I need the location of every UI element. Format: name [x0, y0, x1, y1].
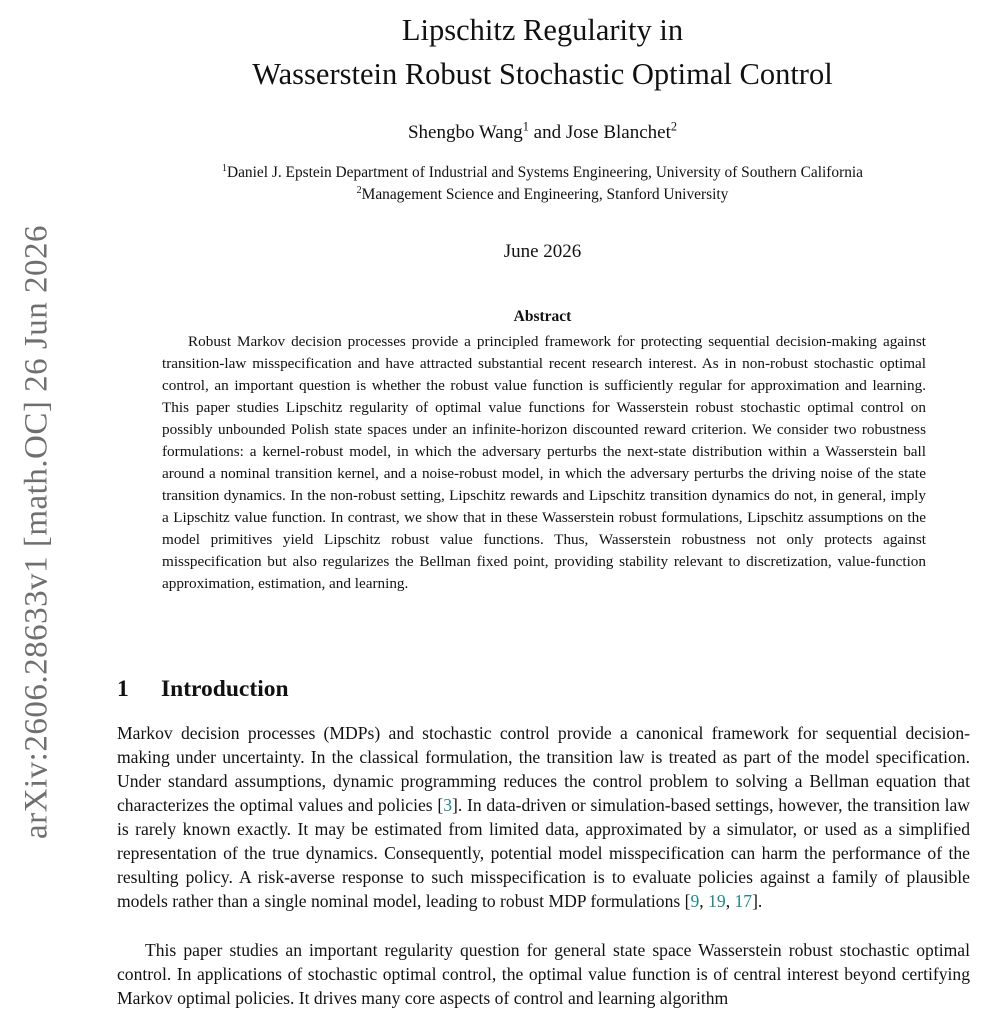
citation-link[interactable]: 3: [443, 795, 452, 815]
citation-link[interactable]: 9: [690, 891, 700, 911]
paragraph-text: ].: [752, 891, 763, 911]
citation-link[interactable]: 19: [708, 891, 726, 911]
affiliation-2: [100, 185, 985, 205]
author-name: Jose Blanchet: [565, 122, 671, 143]
abstract-body: Robust Markov decision processes provide a principled framework for protecting sequential decision-making against transition-law misspecification and have attracted substantial recent research interest. As in non-robust stochastic optimal control, an important question is whether the robust value function is sufficiently regular for approximation and learning. This paper studies Lipschitz regularity of optimal value functions for Wasserstein robust stochastic optimal control on possibly unbounded Polish state spaces under an infinite-horizon discounted reward criterion. We consider two robustness formulations: a kernel-robust model, in which the adversary perturbs the next-state distribution within a Wasserstein ball around a nominal transition kernel, and a noise-robust model, in which the adversary perturbs the driving noise of the state transition dynamics. In the non-robust setting, Lipschitz rewards and Lipschitz transition dynamics do not, in general, imply a Lipschitz value function. In contrast, we show that in these Wasserstein robust formulations, Lipschitz assumptions on the model primitives yield Lipschitz robust value functions. Thus, Wasserstein robustness not only protects against misspecification but also regularizes the Bellman fixed point, providing stability relevant to discretization, value-function approximation, estimation, and learning.: [162, 333, 926, 592]
section-heading-introduction: [117, 674, 289, 704]
paragraph-text: ]. In data-driven or simulation-based settings, however, the transition law is rarely known exactly. It may be estimated from limited data, approximated by a simulator, or used as a simplified representation of the true dynamics. Consequently, potential model misspecification can harm the performance of the resulting policy. A risk-averse response to such misspecification is to evaluate policies against a family of plausible models rather than a single nominal model, leading to robust MDP formulations [: [117, 795, 970, 911]
paper-title-line-2: Wasserstein Robust Stochastic Optimal Control: [252, 57, 833, 91]
author-affiliation-mark: 2: [670, 119, 678, 134]
paragraph-text: Markov decision processes (MDPs) and stochastic control provide a canonical framework for sequential decision-making under uncertainty. In the classical formulation, the transition law is treated as part of the model specification. Under standard assumptions, dynamic programming reduces the control problem to solving a Bellman equation that characterizes the optimal values and policies [: [117, 723, 970, 815]
section-title: Introduction: [161, 676, 289, 702]
section-number: 1: [117, 676, 129, 702]
paper-title-line-1: Lipschitz Regularity in: [401, 13, 684, 47]
arxiv-identifier-stamp: arXiv:2606.28633v1 [math.OC] 26 Jun 2026: [18, 225, 55, 839]
author-list: [100, 120, 985, 146]
affiliation-text: Daniel J. Epstein Department of Industrial and Systems Engineering, University of Southern California: [226, 164, 863, 181]
introduction-paragraph-1: [117, 721, 970, 913]
publication-date: June 2026: [503, 241, 582, 262]
citation-separator: ,: [725, 891, 735, 911]
introduction-paragraph-2: This paper studies an important regularity question for general state space Wasserstein robust stochastic optimal control. In applications of stochastic optimal control, the optimal value function is of central interest beyond certifying Markov optimal policies. It drives many core aspects of control and learning algorithm: [117, 940, 970, 1008]
citation-separator: ,: [699, 891, 709, 911]
author-name: Shengbo Wang: [407, 122, 523, 143]
affiliation-text: Management Science and Engineering, Stanford University: [361, 186, 729, 203]
author-affiliation-mark: 1: [522, 119, 529, 134]
author-connector: and: [528, 122, 566, 143]
abstract-heading: Abstract: [513, 308, 572, 325]
affiliation-mark: 2: [356, 184, 362, 196]
citation-link[interactable]: 17: [734, 891, 753, 911]
affiliation-mark: 1: [221, 162, 227, 174]
affiliation-1: [100, 163, 985, 183]
